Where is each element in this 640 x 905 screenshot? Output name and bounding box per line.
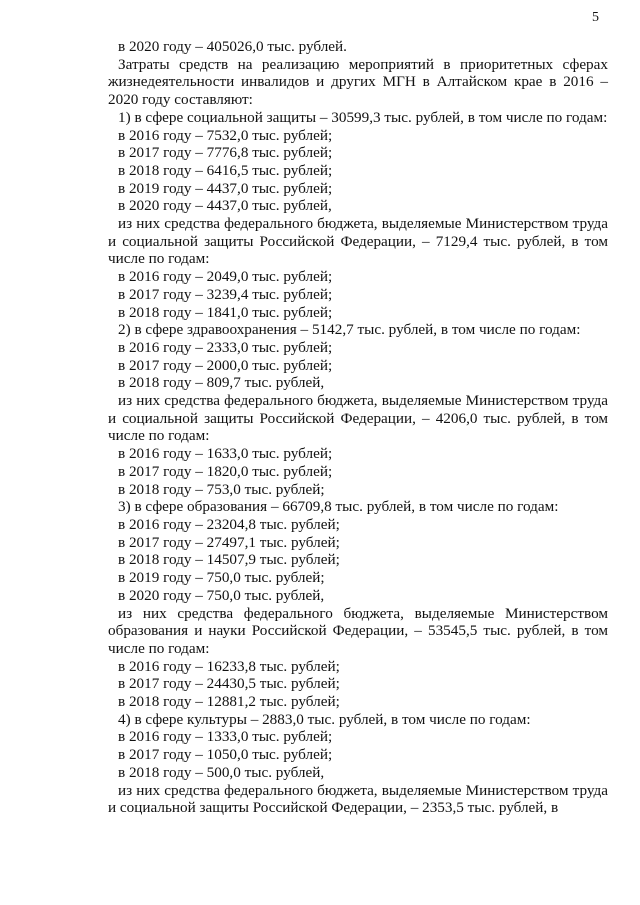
- text-line: в 2017 году – 27497,1 тыс. рублей;: [118, 533, 340, 551]
- text-line: в 2019 году – 4437,0 тыс. рублей;: [118, 179, 333, 197]
- paragraph: из них средства федерального бюджета, выделяемые Министерством труда и социальной защиты Российской Федерации, – 7129,4 тыс. рублей, в том числе по годам:: [108, 215, 608, 268]
- paragraph: Затраты средств на реализацию мероприятий в приоритетных сферах жизнедеятельности инвалидов и других МГН в Алтайском крае в 2016 – 2020 году составляют:: [108, 55, 608, 109]
- paragraph: из них средства федерального бюджета, выделяемые Министерством труда и социальной защиты Российской Федерации, – 4206,0 тыс. рублей, в том числе по годам:: [108, 392, 608, 445]
- text-line: в 2017 году – 3239,4 тыс. рублей;: [118, 285, 333, 303]
- paragraph: 1) в сфере социальной защиты – 30599,3 тыс. рублей, в том числе по годам:: [118, 108, 608, 126]
- text-line: в 2016 году – 23204,8 тыс. рублей;: [118, 515, 340, 533]
- text-line: в 2016 году – 1333,0 тыс. рублей;: [118, 728, 333, 746]
- text-line: в 2018 году – 12881,2 тыс. рублей;: [118, 693, 340, 711]
- text-line: 2) в сфере здравоохранения – 5142,7 тыс. рублей, в том числе по годам:: [118, 321, 581, 339]
- text-line: в 2018 году – 809,7 тыс. рублей,: [118, 374, 325, 392]
- text-line: в 2020 году – 750,0 тыс. рублей,: [118, 586, 325, 604]
- document-body: [108, 38, 608, 817]
- text-line: в 2016 году – 16233,8 тыс. рублей;: [118, 657, 340, 675]
- text-line: в 2016 году – 2049,0 тыс. рублей;: [118, 268, 333, 286]
- text-line: в 2020 году – 4437,0 тыс. рублей,: [118, 197, 332, 215]
- text-line: 4) в сфере культуры – 2883,0 тыс. рублей, в том числе по годам:: [118, 710, 531, 728]
- text-line: в 2016 году – 1633,0 тыс. рублей;: [118, 445, 333, 463]
- text-line: в 2018 году – 500,0 тыс. рублей,: [118, 763, 325, 781]
- text-line: 3) в сфере образования – 66709,8 тыс. рублей, в том числе по годам:: [118, 498, 559, 516]
- page-number: 5: [592, 10, 599, 25]
- text-line: в 2017 году – 7776,8 тыс. рублей;: [118, 144, 333, 162]
- paragraph: из них средства федерального бюджета, выделяемые Министерством труда и социальной защиты Российской Федерации, – 2353,5 тыс. рублей, в: [108, 781, 608, 817]
- text-line: в 2017 году – 2000,0 тыс. рублей;: [118, 356, 333, 374]
- text-line: в 2017 году – 1820,0 тыс. рублей;: [118, 462, 333, 480]
- text-line: в 2020 году – 405026,0 тыс. рублей.: [118, 38, 347, 55]
- text-line: в 2016 году – 7532,0 тыс. рублей;: [118, 126, 333, 144]
- text-line: в 2017 году – 1050,0 тыс. рублей;: [118, 746, 333, 764]
- text-line: в 2016 году – 2333,0 тыс. рублей;: [118, 338, 333, 356]
- text-line: в 2018 году – 1841,0 тыс. рублей;: [118, 303, 333, 321]
- text-line: в 2018 году – 6416,5 тыс. рублей;: [118, 161, 333, 179]
- text-line: в 2018 году – 753,0 тыс. рублей;: [118, 480, 325, 498]
- text-line: в 2018 году – 14507,9 тыс. рублей;: [118, 551, 340, 569]
- text-line: в 2017 году – 24430,5 тыс. рублей;: [118, 675, 340, 693]
- paragraph: из них средства федерального бюджета, выделяемые Министерством образования и науки Российской Федерации, – 53545,5 тыс. рублей, в том числе по годам:: [108, 604, 608, 657]
- text-line: в 2019 году – 750,0 тыс. рублей;: [118, 569, 325, 587]
